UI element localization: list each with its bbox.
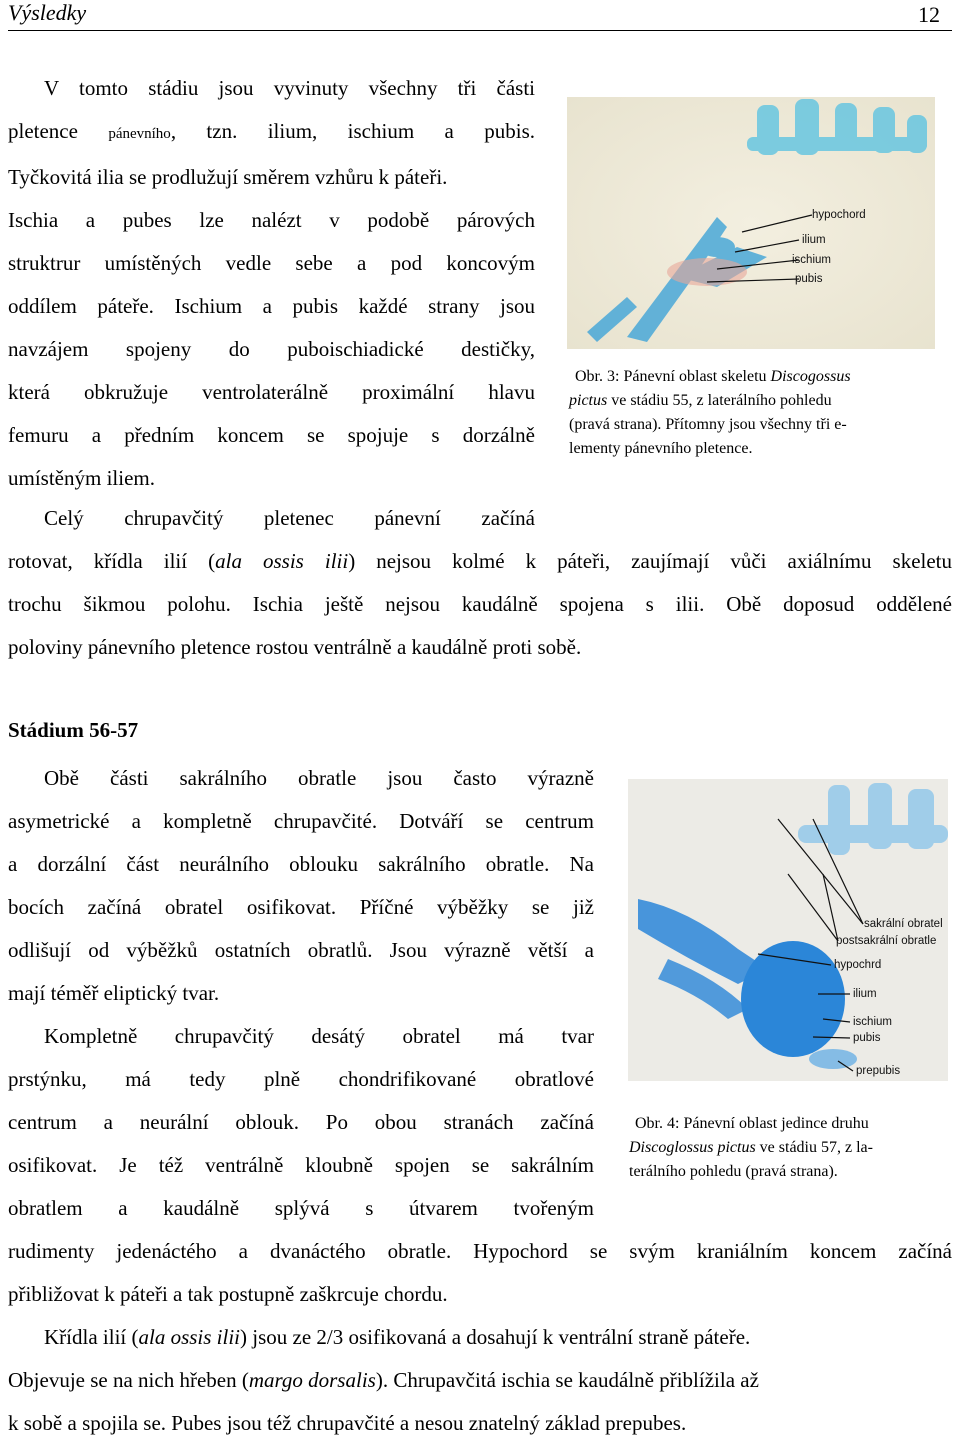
para2-line: rotovat, křídla ilií (	[8, 549, 216, 573]
fig4-label: pubis	[853, 1032, 881, 1044]
page-header	[8, 0, 952, 31]
figure-4-caption	[629, 1112, 947, 1184]
para1-line: umístěným iliem.	[8, 466, 155, 490]
paragraph-5	[8, 1316, 952, 1445]
figure-4-image	[628, 779, 948, 1081]
para1-line: V tomto stádiu jsou vyvinuty všechny tři části	[44, 76, 535, 100]
para4-line: rudimenty jedenáctého a dvanáctého obratle. Hypochord se svým kraniálním koncem začíná	[8, 1239, 952, 1263]
latin-term: ala ossis ilii	[215, 549, 349, 573]
para3-line: a dorzální část neurálního oblouku sakrálního obratle. Na	[8, 852, 594, 876]
fig3-label: ischium	[792, 254, 831, 266]
caption-text: lementy pánevního pletence.	[569, 440, 753, 457]
para1-line: která obkružuje ventrolaterálně proximální hlavu	[8, 380, 535, 404]
section-title: Výsledky	[8, 0, 87, 25]
fig4-label: postsakrální obratle	[836, 935, 937, 947]
paragraph-1	[8, 67, 535, 500]
para3-line: asymetrické a kompletně chrupavčité. Dotváří se centrum	[8, 809, 594, 833]
para1-line: struktrur umístěných vedle sebe a pod koncovým	[8, 251, 535, 275]
para4-line: centrum a neurální oblouk. Po obou stranách začíná	[8, 1110, 594, 1134]
para4-line: obratlem a kaudálně splývá s útvarem tvořeným	[8, 1196, 594, 1220]
para1-line: navzájem spojeny do puboischiadické destičky,	[8, 337, 535, 361]
latin-term: margo dorsalis	[248, 1368, 376, 1392]
species-name: Discogossus	[770, 368, 851, 385]
figure-3-caption	[569, 365, 935, 461]
para3-line: bocích začíná obratel osifikovat. Příčné výběžky se již	[8, 895, 594, 919]
caption-text: terálního pohledu (pravá strana).	[629, 1163, 838, 1180]
fig4-label: sakrální obratel	[864, 918, 943, 930]
caption-text: ve stádiu 57, z la-	[755, 1139, 873, 1156]
caption-text: (pravá strana). Přítomny jsou všechny tři e-	[569, 416, 847, 433]
section-heading: Stádium 56-57	[8, 718, 139, 742]
para1-line: Tyčkovitá ilia se prodlužují směrem vzhůru k páteři.	[8, 165, 448, 189]
paragraph-2	[8, 497, 952, 669]
para1-line: femuru a předním koncem se spojuje s dorzálně	[8, 423, 535, 447]
para4-line: osifikovat. Je též ventrálně kloubně spojen se sakrálním	[8, 1153, 594, 1177]
para2-line: trochu šikmou polohu. Ischia ještě nejsou kaudálně spojena s ilii. Obě doposud oddělené	[8, 592, 952, 616]
species-name: pictus	[569, 392, 608, 409]
para5-line: ) jsou ze 2/3 osifikovaná a dosahují k ventrální straně páteře.	[240, 1325, 751, 1349]
para3-line: mají téměř eliptický tvar.	[8, 981, 220, 1005]
caption-text: Obr. 3: Pánevní oblast skeletu	[575, 368, 771, 385]
para4-line: prstýnku, má tedy plně chondrifikované obratlové	[8, 1067, 594, 1091]
latin-term: ala ossis ilii	[138, 1325, 241, 1349]
para5-line: Objevuje se na nich hřeben (	[8, 1368, 249, 1392]
para5-line: Křídla ilií (	[44, 1325, 139, 1349]
fig4-label: prepubis	[856, 1065, 901, 1077]
para3-line: odlišují od výběžků ostatních obratlů. Jsou výrazně větší a	[8, 938, 594, 962]
para4-line: Kompletně chrupavčitý desátý obratel má tvar	[44, 1024, 594, 1048]
para2-line: ) nejsou kolmé k páteři, zaujímají vůči axiálnímu skeletu	[348, 549, 953, 573]
species-name: Discoglossus pictus	[629, 1139, 756, 1156]
caption-text: Obr. 4: Pánevní oblast jedince druhu	[635, 1115, 869, 1132]
para4-line: přibližovat k páteři a tak postupně zaškrcuje chordu.	[8, 1282, 448, 1306]
page-number: 12	[918, 2, 940, 27]
fig3-label: ilium	[802, 234, 826, 246]
figure-3-image	[567, 97, 935, 349]
para1-small-word: pánevního	[108, 126, 171, 142]
para1-line: Ischia a pubes lze nalézt v podobě párových	[8, 208, 535, 232]
caption-text: ve stádiu 55, z laterálního pohledu	[607, 392, 832, 409]
fig4-label: ischium	[853, 1016, 892, 1028]
fig4-label: hypochrd	[834, 959, 882, 971]
fig3-label: pubis	[795, 273, 823, 285]
para2-line: poloviny pánevního pletence rostou ventrálně a kaudálně proti sobě.	[8, 635, 582, 659]
para3-line: Obě části sakrálního obratle jsou často výrazně	[44, 766, 594, 790]
paragraph-3	[8, 757, 594, 1015]
para1-line: , tzn. ilium, ischium a pubis.	[170, 119, 535, 143]
para2-line: Celý chrupavčitý pletenec pánevní začíná	[44, 506, 535, 530]
fig4-label: ilium	[853, 988, 877, 1000]
para1-line: pletence	[8, 119, 109, 143]
fig3-label: hypochord	[812, 209, 866, 221]
para5-line: k sobě a spojila se. Pubes jsou též chrupavčité a nesou znatelný základ prepubes.	[8, 1411, 687, 1435]
para1-line: oddílem páteře. Ischium a pubis každé strany jsou	[8, 294, 535, 318]
para5-line: ). Chrupavčitá ischia se kaudálně přiblížila až	[375, 1368, 759, 1392]
